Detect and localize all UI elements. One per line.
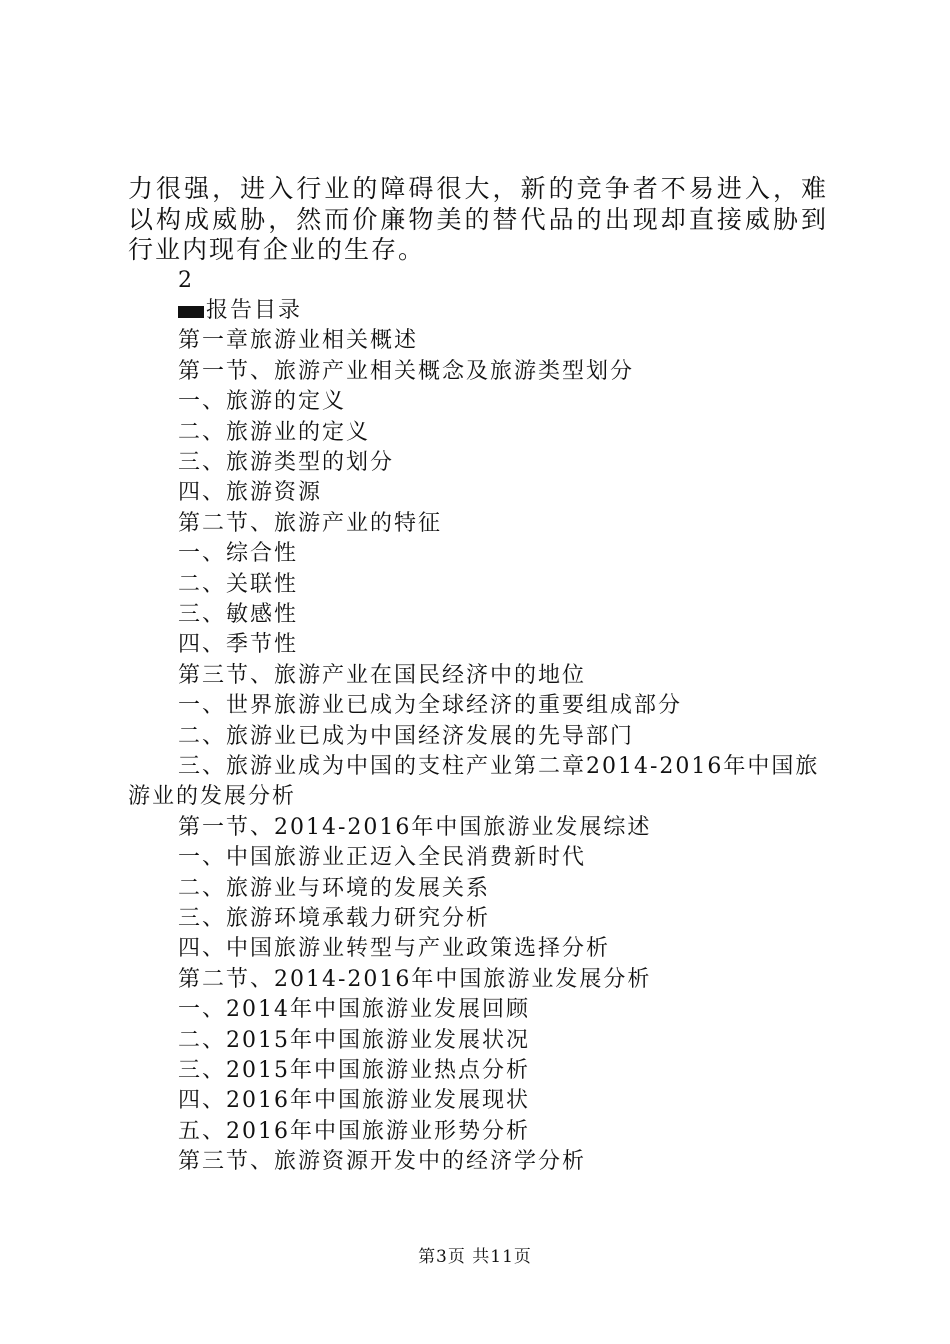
toc-line: 三、2015年中国旅游业热点分析 [178,1058,530,1084]
toc-line: 三、旅游业成为中国的支柱产业第二章2014-2016年中国旅游业的发展分析 [128,754,820,810]
toc-line: 二、2015年中国旅游业发展状况 [178,1027,530,1053]
page-footer: 第3页 共11页 [418,1247,532,1267]
toc-line: 一、世界旅游业已成为全球经济的重要组成部分 [178,693,683,719]
toc-line: 二、旅游业的定义 [178,419,371,445]
toc-heading: 报告目录 [206,297,303,323]
toc-line: 第二节、旅游产业的特征 [178,510,443,536]
toc-line: 四、中国旅游业转型与产业政策选择分析 [178,936,611,962]
toc-line: 一、综合性 [178,541,299,567]
toc-line: 二、旅游业已成为中国经济发展的先导部门 [178,723,635,749]
toc-line: 三、旅游类型的划分 [178,449,395,475]
toc-line: 三、旅游环境承载力研究分析 [178,906,491,932]
toc-line: 二、旅游业与环境的发展关系 [178,875,491,901]
toc-line: 四、旅游资源 [178,480,323,506]
toc-line: 第一节、2014-2016年中国旅游业发展综述 [178,814,652,840]
intro-paragraph: 力很强，进入行业的障碍很大，新的竞争者不易进入，难以构成威胁，然而价廉物美的替代品的出现却直接威胁到行业内现有企业的生存。 [128,174,828,264]
toc-heading-line [128,296,828,326]
toc-line: 四、2016年中国旅游业发展现状 [178,1088,530,1114]
toc-line: 四、季节性 [178,632,299,658]
document-body [128,174,828,1178]
toc-line: 一、旅游的定义 [178,389,347,415]
toc-line: 三、敏感性 [178,601,299,627]
toc-line: 二、关联性 [178,571,299,597]
toc-line: 第一节、旅游产业相关概念及旅游类型划分 [178,358,635,384]
toc-line: 一、中国旅游业正迈入全民消费新时代 [178,845,587,871]
toc-line: 五、2016年中国旅游业形势分析 [178,1118,530,1144]
toc-line: 第三节、旅游资源开发中的经济学分析 [178,1149,587,1175]
toc-line: 第一章旅游业相关概述 [178,328,419,354]
square-bullet-icon [178,306,204,318]
toc-line: 第三节、旅游产业在国民经济中的地位 [178,662,587,688]
toc-line: 一、2014年中国旅游业发展回顾 [178,997,530,1023]
toc-line: 第二节、2014-2016年中国旅游业发展分析 [178,966,652,992]
item-number: 2 [178,267,194,293]
